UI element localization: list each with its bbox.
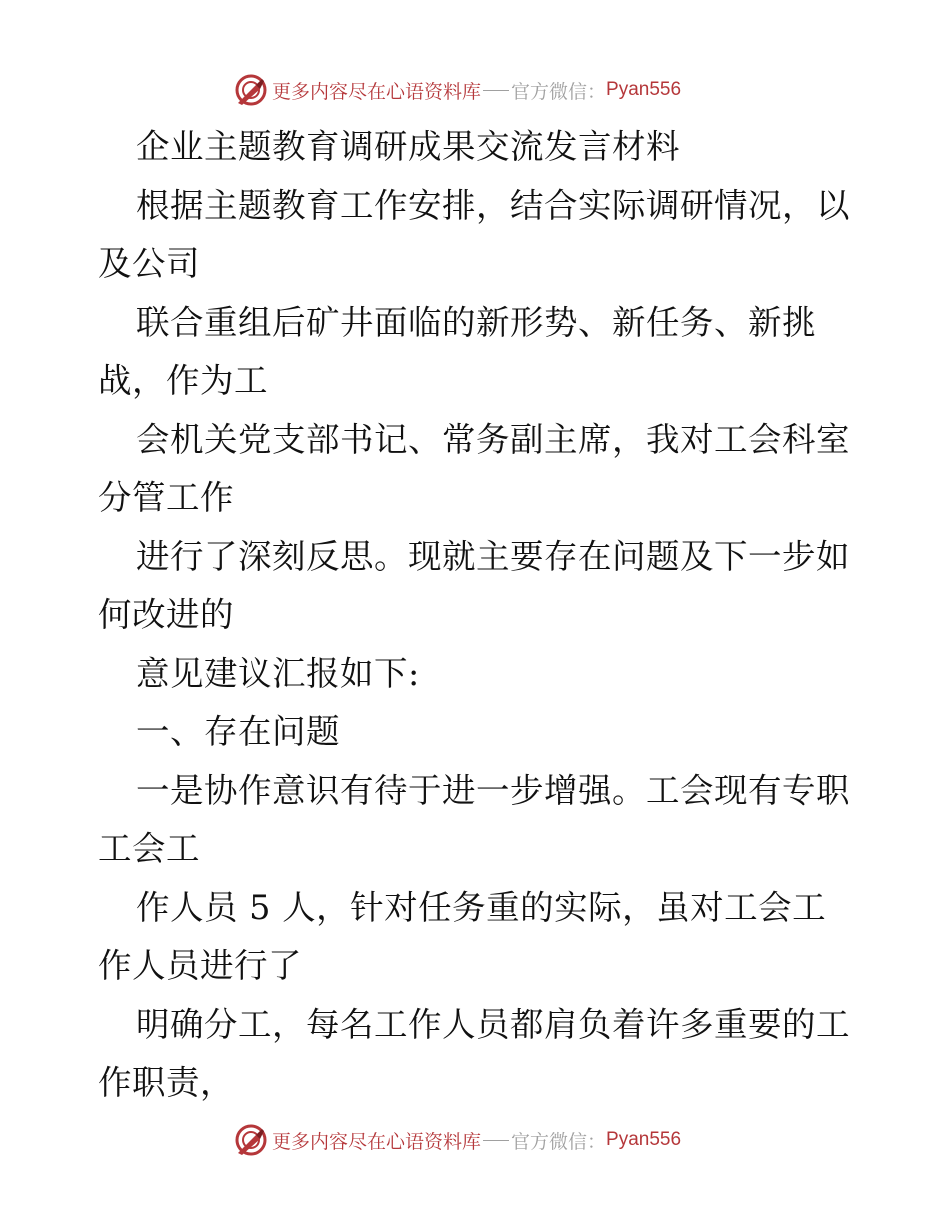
document-line: 一、存在问题 xyxy=(136,712,340,751)
document-line: 会机关党支部书记、常务副主席，我对工会科室 xyxy=(136,419,850,459)
watermark-dash xyxy=(483,90,509,91)
document-line: 工会工 xyxy=(98,829,200,868)
watermark-main-text: 更多内容尽在心语资料库 xyxy=(272,80,482,103)
watermark-id-text: Pyan556 xyxy=(606,1129,682,1150)
document-line: 作人员 5 人，针对任务重的实际，虽对工会工 xyxy=(136,887,827,927)
document-line: 进行了深刻反思。现就主要存在问题及下一步如 xyxy=(136,536,850,576)
document-line: 联合重组后矿井面临的新形势、新任务、新挑 xyxy=(136,302,816,342)
watermark-main-text: 更多内容尽在心语资料库 xyxy=(272,1130,482,1153)
document-line: 战，作为工 xyxy=(98,361,268,400)
document-line: 明确分工，每名工作人员都肩负着许多重要的工 xyxy=(136,1004,850,1044)
watermark-sub-text: 官方微信： xyxy=(511,80,607,103)
watermark-sub-text: 官方微信： xyxy=(511,1130,607,1153)
document-body xyxy=(98,118,858,1113)
document-line: 作职责， xyxy=(98,1063,234,1102)
document-line: 及公司 xyxy=(98,244,200,283)
document-line: 何改进的 xyxy=(98,595,234,634)
header-watermark xyxy=(234,70,681,110)
document-line: 作人员进行了 xyxy=(98,946,302,985)
document-line: 根据主题教育工作安排，结合实际调研情况，以 xyxy=(136,185,850,225)
document-line: 分管工作 xyxy=(98,478,234,517)
watermark-id-text: Pyan556 xyxy=(606,79,682,100)
watermark-dash xyxy=(483,1140,509,1141)
pen-logo-icon xyxy=(234,1123,268,1157)
document-line: 意见建议汇报如下: xyxy=(136,653,420,693)
footer-watermark xyxy=(234,1120,681,1160)
document-line: 企业主题教育调研成果交流发言材料 xyxy=(136,127,680,166)
pen-logo-icon xyxy=(234,73,268,107)
document-line: 一是协作意识有待于进一步增强。工会现有专职 xyxy=(136,770,850,810)
